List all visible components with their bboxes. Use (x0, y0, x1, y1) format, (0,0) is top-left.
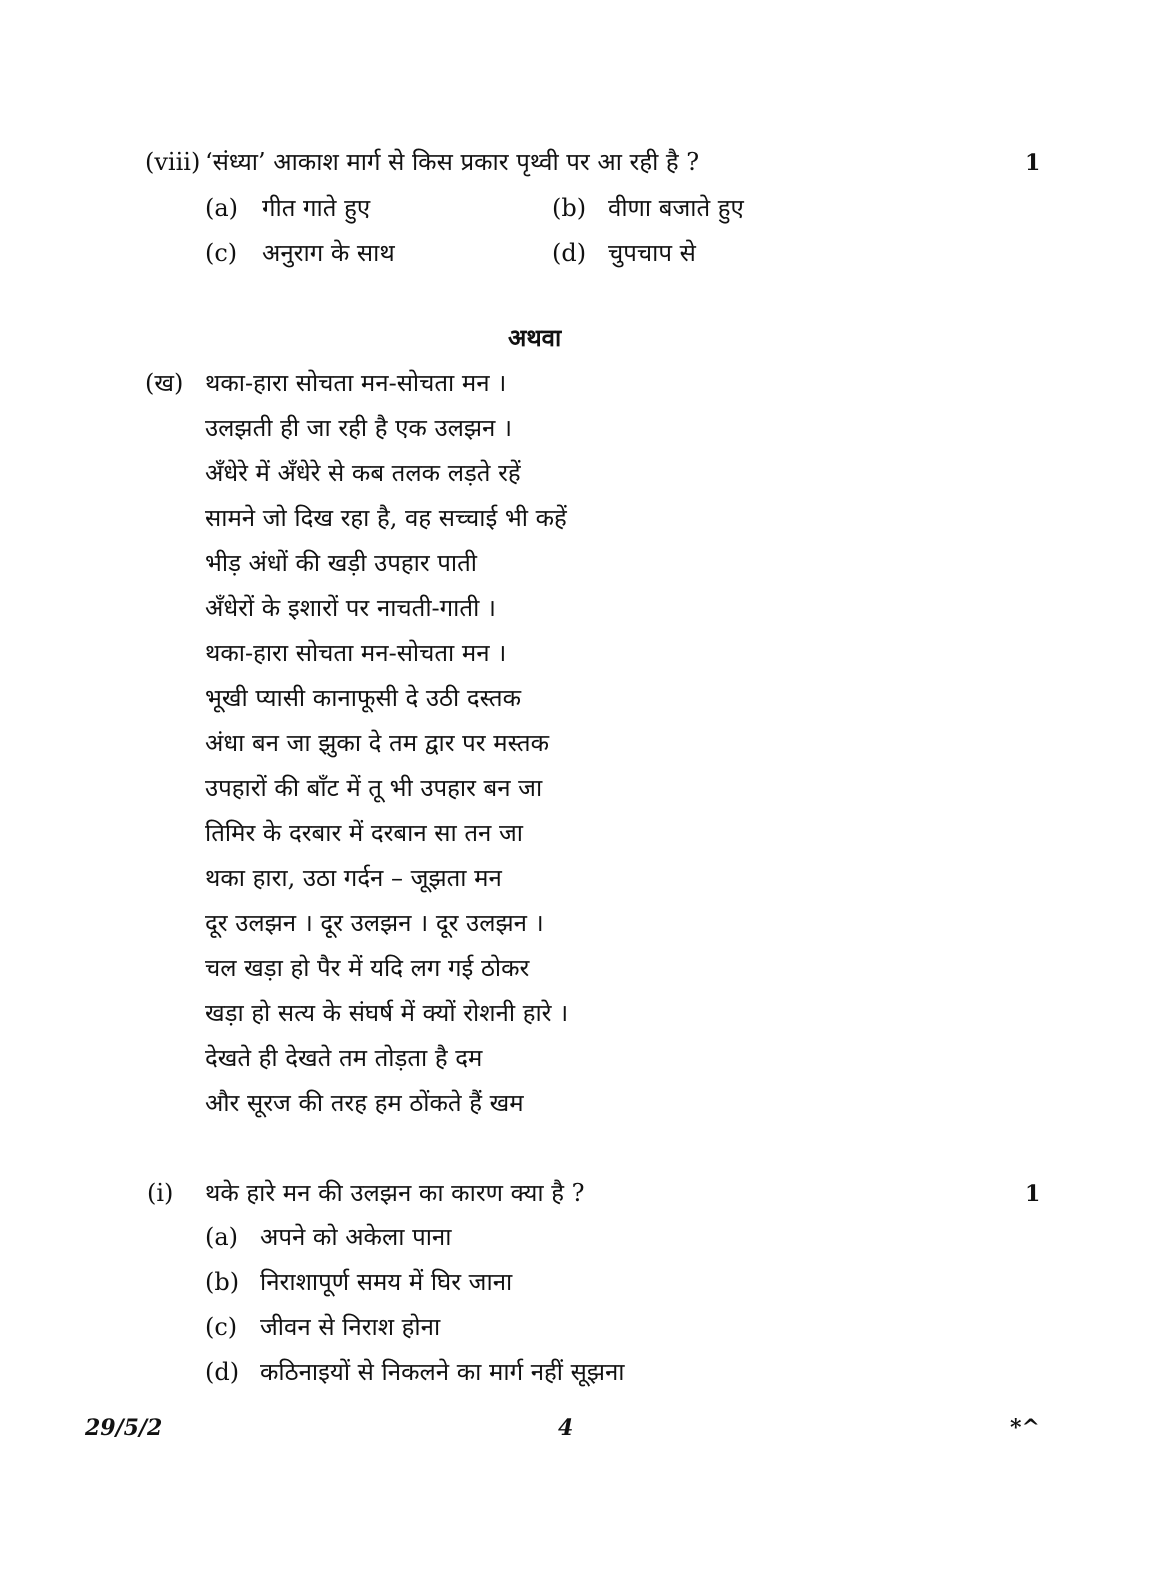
footer-mark: *^ (1010, 1415, 1040, 1441)
option-text: चुपचाप से (608, 239, 696, 267)
option-text: वीणा बजाते हुए (608, 194, 744, 222)
option-label: (a) (205, 1223, 239, 1251)
question-marks: 1 (1025, 1181, 1041, 1207)
option-text: गीत गाते हुए (262, 194, 371, 222)
option-text: कठिनाइयों से निकलने का मार्ग नहीं सूझना (260, 1358, 625, 1386)
paper-code: 29/5/2 (85, 1415, 163, 1441)
poem-line: भीड़ अंधों की खड़ी उपहार पाती (205, 549, 478, 577)
poem-line: थका-हारा सोचता मन-सोचता मन । (205, 369, 507, 397)
poem-line: चल खड़ा हो पैर में यदि लग गई ठोकर (205, 954, 530, 982)
section-label: (ख) (145, 369, 184, 397)
option-label: (c) (205, 1313, 238, 1341)
option-text: निराशापूर्ण समय में घिर जाना (260, 1268, 513, 1296)
or-heading: अथवा (508, 323, 562, 352)
option-text: अपने को अकेला पाना (260, 1223, 452, 1251)
question-number: (viii) (145, 148, 201, 176)
poem-line: देखते ही देखते तम तोड़ता है दम (205, 1044, 483, 1072)
option-label: (d) (205, 1358, 240, 1386)
option-label: (a) (205, 194, 239, 222)
question-text: थके हारे मन की उलझन का कारण क्या है ? (205, 1179, 585, 1207)
question-marks: 1 (1025, 150, 1041, 176)
poem-line: उलझती ही जा रही है एक उलझन । (205, 414, 513, 442)
poem-line: उपहारों की बाँट में तू भी उपहार बन जा (205, 774, 543, 802)
poem-line: अंधा बन जा झुका दे तम द्वार पर मस्तक (205, 729, 550, 757)
poem-line: और सूरज की तरह हम ठोंकते हैं खम (205, 1089, 524, 1117)
option-label: (c) (205, 239, 238, 267)
poem-line: तिमिर के दरबार में दरबान सा तन जा (205, 819, 524, 847)
question-number: (i) (147, 1179, 174, 1207)
option-label: (d) (552, 239, 587, 267)
poem-line: अँधेरों के इशारों पर नाचती-गाती । (205, 594, 497, 622)
option-text: जीवन से निराश होना (260, 1313, 441, 1341)
poem-line: सामने जो दिख रहा है, वह सच्चाई भी कहें (205, 504, 567, 532)
option-label: (b) (205, 1268, 240, 1296)
poem-line: दूर उलझन । दूर उलझन । दूर उलझन । (205, 909, 544, 937)
page-number: 4 (558, 1415, 574, 1441)
poem-line: अँधेरे में अँधेरे से कब तलक लड़ते रहें (205, 459, 521, 487)
poem-line: भूखी प्यासी कानाफूसी दे उठी दस्तक (205, 684, 522, 712)
poem-line: थका-हारा सोचता मन-सोचता मन । (205, 639, 507, 667)
poem-line: खड़ा हो सत्य के संघर्ष में क्यों रोशनी हारे । (205, 999, 569, 1027)
option-label: (b) (552, 194, 587, 222)
option-text: अनुराग के साथ (262, 239, 395, 267)
question-text: ‘संध्या’ आकाश मार्ग से किस प्रकार पृथ्वी पर आ रही है ? (205, 148, 700, 176)
poem-line: थका हारा, उठा गर्दन – जूझता मन (205, 864, 502, 892)
